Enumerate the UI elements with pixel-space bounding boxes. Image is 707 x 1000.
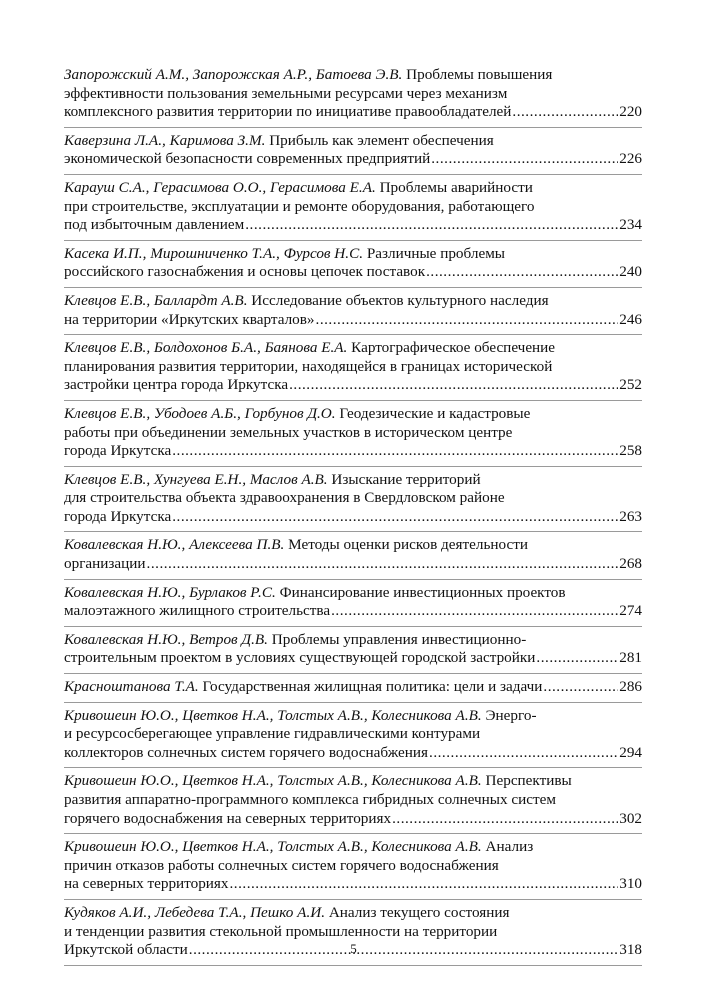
entry-authors: Карауш С.А., Герасимова О.О., Герасимова Е.А. [64,178,376,196]
entry-title-end: города Иркутска [64,442,172,460]
leader-dots [331,602,618,621]
entry-last-line [64,810,642,829]
table-of-contents [64,66,642,970]
entry-authors: Ковалевская Н.Ю., Ветров Д.В. [64,630,268,648]
entry-title-start: Картографическое обеспечение [351,339,556,357]
entry-page-number: 310 [619,875,642,893]
entry-page-number: 246 [619,310,642,328]
entry-first-line [64,405,642,424]
entry-page-number: 274 [619,602,642,620]
entry-title-start: Изыскание территорий [331,470,481,488]
toc-entry [64,66,642,128]
toc-entry [64,405,642,467]
leader-dots [172,508,618,527]
entry-authors: Каверзина Л.А., Каримова З.М. [64,131,266,149]
entry-title-start: Прибыль как элемент обеспечения [269,131,494,149]
entry-title-end: на северных территориях [64,875,229,893]
entry-title-end: малоэтажного жилищного строительства [64,602,331,620]
entry-page-number: 234 [619,216,642,234]
entry-authors: Клевцов Е.В., Баллардт А.В. [64,291,248,309]
entry-authors: Клевцов Е.В., Хунгуева Е.Н., Маслов А.В. [64,470,328,488]
entry-first-line [64,678,642,697]
entry-page-number: 281 [619,649,642,667]
entry-title-line: развития аппаратно-программного комплекса гибридных солнечных систем [64,791,556,808]
leader-dots [245,216,618,235]
toc-entry [64,245,642,288]
entry-authors: Красноштанова Т.А. [64,678,199,696]
entry-page-number: 258 [619,442,642,460]
toc-entry [64,339,642,401]
leader-dots [536,649,618,668]
entry-page-number: 240 [619,263,642,281]
entry-last-line [64,150,642,169]
entry-title-start: Анализ текущего состояния [328,903,510,921]
entry-title-line: причин отказов работы солнечных систем горячего водоснабжения [64,856,499,874]
entry-last-line [64,263,642,282]
entry-first-line [64,631,642,650]
entry-last-line [64,311,642,330]
entry-title-end: Иркутской области [64,941,188,959]
entry-last-line [64,555,642,574]
entry-page-number: 294 [619,743,642,761]
page-number: 5 [350,941,357,956]
entry-authors: Кривошеин Ю.О., Цветков Н.А., Толстых А.В., Колесникова А.В. [64,838,482,856]
entry-last-line [64,103,642,122]
leader-dots [426,263,618,282]
entry-first-line [64,132,642,151]
toc-entry [64,536,642,579]
entry-title-line: при строительстве, эксплуатации и ремонте оборудования, работающего [64,197,535,215]
entry-last-line [64,216,642,235]
entry-title-start: Государственная жилищная политика: цели и задачи [202,678,543,696]
entry-page-number: 263 [619,507,642,525]
entry-title-start: Проблемы повышения [406,66,553,83]
entry-authors: Кривошеин Ю.О., Цветков Н.А., Толстых А.В., Колесникова А.В. [64,706,482,724]
entry-authors: Запорожский А.М., Запорожская А.Р., Батоева Э.В. [64,66,403,83]
entry-first-line [64,179,642,198]
entry-title-end: экономической безопасности современных предприятий [64,150,431,168]
leader-dots [429,744,618,763]
entry-first-line [64,471,642,490]
toc-entry [64,772,642,834]
entry-title-start: Энерго- [485,706,537,724]
entry-page-number: 318 [619,941,642,959]
leader-dots [147,555,619,574]
entry-title-line: планирования развития территории, находящейся в границах исторической [64,357,553,375]
entry-title-end: города Иркутска [64,507,172,525]
entry-title-end: российского газоснабжения и основы цепочек поставок [64,263,426,281]
entry-last-line [64,602,642,621]
entry-title-end: на территории «Иркутских кварталов» [64,310,315,328]
entry-title-end: комплексного развития территории по инициативе правообладателей [64,103,512,121]
entry-first-line [64,339,642,358]
entry-first-line [64,772,642,791]
entry-title-start: Проблемы аварийности [379,178,533,196]
toc-entry [64,179,642,241]
entry-last-line [64,442,642,461]
entry-first-line [64,66,642,85]
entry-title-start: Методы оценки рисков деятельности [288,536,528,554]
entry-title-start: Перспективы [485,772,572,790]
entry-last-line [64,649,642,668]
entry-first-line [64,838,642,857]
entry-first-line [64,536,642,555]
entry-authors: Кривошеин Ю.О., Цветков Н.А., Толстых А.В., Колесникова А.В. [64,772,482,790]
entry-title-end: организации [64,555,146,573]
toc-entry [64,471,642,533]
entry-first-line [64,904,642,923]
entry-authors: Клевцов Е.В., Болдохонов Б.А., Баянова Е.А. [64,339,348,357]
entry-first-line [64,707,642,726]
entry-title-end: коллекторов солнечных систем горячего водоснабжения [64,743,429,761]
toc-entry [64,631,642,674]
entry-first-line [64,292,642,311]
leader-dots [289,376,618,395]
entry-authors: Ковалевская Н.Ю., Бурлаков Р.С. [64,583,276,601]
entry-title-line: и ресурсосберегающее управление гидравлическими контурами [64,725,481,743]
entry-title-start: Анализ [485,838,534,856]
entry-title-end: горячего водоснабжения на северных территориях [64,809,392,827]
entry-page-number: 302 [619,809,642,827]
leader-dots [543,678,618,697]
toc-entry [64,678,642,703]
toc-entry [64,584,642,627]
entry-page-number: 268 [619,555,642,573]
leader-dots [512,103,618,122]
entry-page-number: 220 [619,103,642,121]
entry-last-line [64,376,642,395]
entry-title-end: застройки центра города Иркутска [64,376,289,394]
entry-title-line: для строительства объекта здравоохранения в Свердловском районе [64,489,505,507]
entry-title-line: и тенденции развития стекольной промышленности на территории [64,922,498,940]
leader-dots [172,442,618,461]
entry-title-start: Исследование объектов культурного наследия [251,291,549,309]
entry-authors: Касека И.П., Мирошниченко Т.А., Фурсов Н.С. [64,244,364,262]
entry-authors: Клевцов Е.В., Убодоев А.Б., Горбунов Д.О. [64,404,336,422]
entry-last-line [64,508,642,527]
entry-title-line: работы при объединении земельных участков в историческом центре [64,423,513,441]
entry-authors: Ковалевская Н.Ю., Алексеева П.В. [64,536,285,554]
entry-last-line [64,744,642,763]
leader-dots [392,810,618,829]
entry-first-line [64,245,642,264]
entry-last-line [64,875,642,894]
entry-title-start: Различные проблемы [366,244,506,262]
entry-title-start: Геодезические и кадастровые [339,404,531,422]
toc-entry [64,838,642,900]
entry-title-start: Проблемы управления инвестиционно- [271,630,527,648]
entry-title-end: под избыточным давлением [64,216,245,234]
entry-page-number: 226 [619,150,642,168]
leader-dots [316,311,619,330]
toc-entry [64,707,642,769]
leader-dots [230,875,619,894]
entry-title-end: строительным проектом в условиях существующей городской застройки [64,649,536,667]
leader-dots [431,150,618,169]
toc-entry [64,292,642,335]
toc-entry [64,132,642,175]
entry-authors: Кудяков А.И., Лебедева Т.А., Пешко А.И. [64,903,326,921]
entry-title-start: Финансирование инвестиционных проектов [279,583,566,601]
entry-first-line [64,584,642,603]
entry-page-number: 286 [619,678,642,696]
entry-page-number: 252 [619,376,642,394]
entry-title-line: эффективности пользования земельными ресурсами через механизм [64,84,508,102]
